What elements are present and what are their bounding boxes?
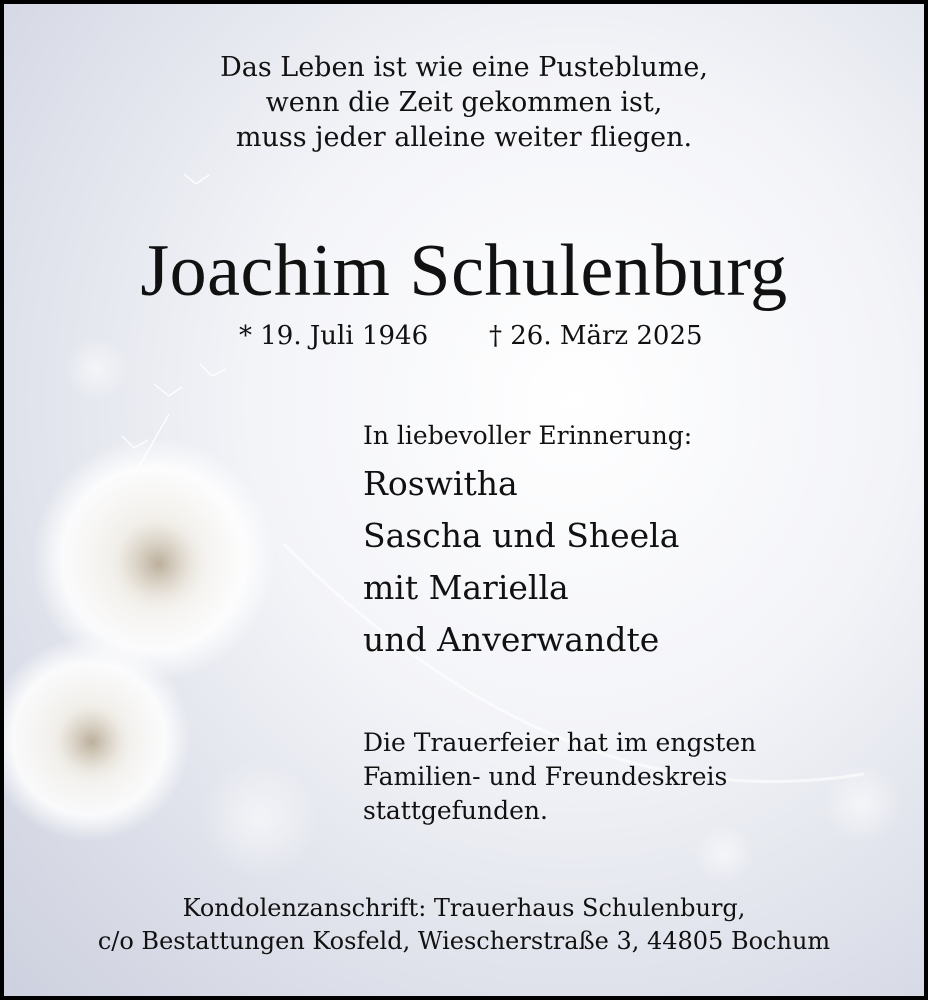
service-note-line: stattgefunden.: [363, 796, 548, 825]
condolence-address-line: Kondolenzanschrift: Trauerhaus Schulenburg,: [182, 894, 746, 922]
birth-date: * 19. Juli 1946: [239, 321, 429, 351]
mourner-name: mit Mariella: [363, 568, 569, 607]
dandelion-seeds-icon: [122, 174, 226, 479]
death-date: † 26. März 2025: [489, 321, 703, 351]
bokeh-light: [199, 759, 319, 879]
motto-line: muss jeder alleine weiter fliegen.: [235, 122, 693, 153]
mourner-name: und Anverwandte: [363, 620, 660, 659]
bokeh-light: [64, 337, 128, 401]
service-note-line: Die Trauerfeier hat im engsten: [363, 728, 757, 757]
bokeh-light: [822, 764, 902, 844]
mourner-name: Sascha und Sheela: [363, 516, 680, 555]
condolence-address-line: c/o Bestattungen Kosfeld, Wiescherstraße 3, 44805 Bochum: [97, 927, 831, 955]
service-note-line: Familien- und Freundeskreis: [363, 762, 728, 791]
bokeh-light: [694, 824, 754, 884]
motto-line: wenn die Zeit gekommen ist,: [265, 87, 663, 118]
motto-line: Das Leben ist wie eine Pusteblume,: [220, 52, 708, 83]
mourners-intro: In liebevoller Erinnerung:: [363, 421, 693, 450]
deceased-name: Joachim Schulenburg: [140, 230, 788, 312]
mourner-name: Roswitha: [363, 464, 518, 503]
